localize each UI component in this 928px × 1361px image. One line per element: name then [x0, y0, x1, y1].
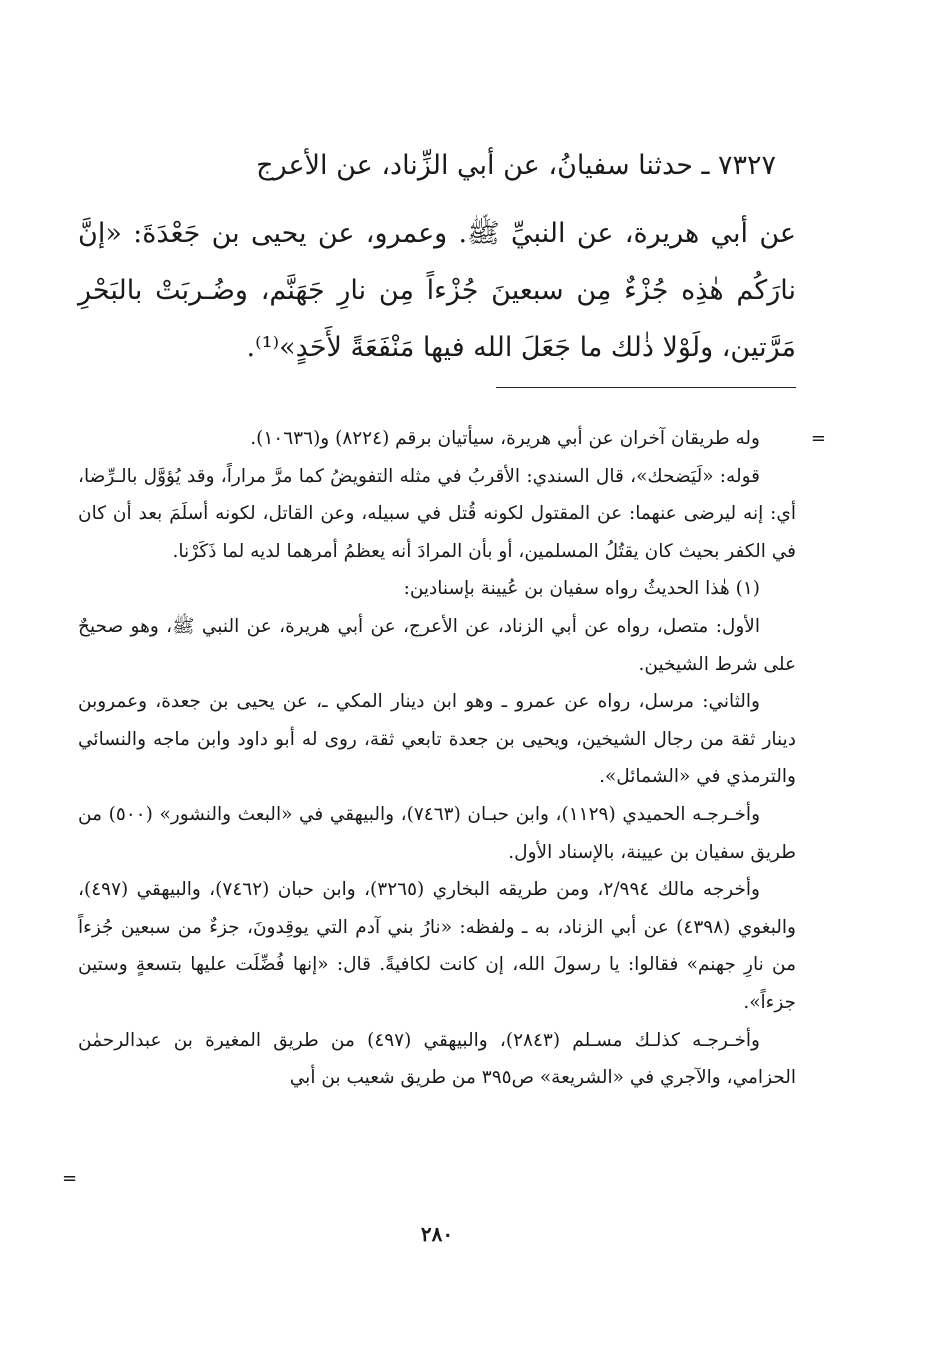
footnote-paragraph: والثاني: مرسل، رواه عن عمرو ـ وهو ابن دينار المكي ـ، عن يحيى بن جعدة، وعمروبن دينار ثقة من رجال الشيخين، ويحيى بن جعدة تابعي ثقة، روى له أبو داود وابن ماجه والنسائي والترمذي في «الشمائل».	[78, 691, 796, 788]
continuation-mark-top: =	[810, 428, 826, 449]
hadith-heading: ٧٣٢٧ ـ حدثنا سفيانُ، عن أبي الزِّناد، عن الأعرج	[256, 150, 776, 181]
footnote-paragraph: وأخرجه مالك ٢/٩٩٤، ومن طريقه البخاري (٣٢٦٥)، وابن حبان (٧٤٦٢)، والبيهقي (٤٩٧)، والبغوي (٤٣٩٨) عن أبي الزناد، به ـ ولفظه: «نارُ بني آدم التي يوقِدونَ، جزءٌ من سبعين جُزءاً من نارِ جهنم» فقالوا: يا رسولَ الله، إن كانت لكافيةً. قال: «إنها فُضِّلَت عليها بتسعةٍ وستين جزءاً».	[78, 879, 796, 1013]
footnote-paragraph: الأول: متصل، رواه عن أبي الزناد، عن الأعرج، عن أبي هريرة، عن النبي ﷺ، وهو صحيحٌ على شرط الشيخين.	[78, 615, 796, 675]
footnote-paragraph: وأخـرجـه الحميدي (١١٢٩)، وابن حبـان (٧٤٦٣)، والبيهقي في «البعث والنشور» (٥٠٠) من طريق سفيان بن عيينة، بالإسناد الأول.	[78, 803, 796, 863]
footnote-paragraph: (١) هٰذا الحديثُ رواه سفيان بن عُيينة بإسنادين:	[403, 578, 760, 600]
page-number: ٢٨٠	[420, 1222, 454, 1246]
footnotes	[78, 420, 796, 1097]
footnote-paragraph: قوله: «لَيَضحك»، قال السندي: الأقربُ في مثله التفويضُ كما مرَّ مراراً، وقد يُؤوَّل بالـرِّضا، أي: إنه ليرضى عنهما: عن المقتول لكونه قُتل في سبيله، وعن القاتل، لكونه أسلَمَ بعد أن كان في الكفر بحيث كان يقتُلُ المسلمين، أو بأن المرادَ أنه يعظمُ أمرهما لديه لما ذَكَرْنا.	[78, 465, 796, 562]
footnote-paragraph: وله طريقان آخران عن أبي هريرة، سيأتيان برقم (٨٢٢٤) و(١٠٦٣٦).	[250, 428, 760, 449]
continuation-mark-bottom: =	[62, 1168, 78, 1189]
footnote-separator	[496, 387, 796, 388]
hadith-text: عن أبي هريرة، عن النبيِّ ﷺ. وعمرو، عن يحيى بن جَعْدَةَ: «إنَّ نارَكُم هٰذِه جُزْءٌ مِن سبعينَ جُزْءاً مِن نارِ جَهَنَّم، وضُـربَتْ بالبَحْرِ مَرَّتين، ولَوْلا ذٰلك ما جَعَلَ الله فيها مَنْفَعَةً لأَحَدٍ»⁽¹⁾.	[78, 218, 796, 363]
page	[62, 0, 826, 1361]
footnote-paragraph: وأخـرجـه كذلـك مسـلم (٢٨٤٣)، والبيهقي (٤٩٧) من طريق المغيرة بن عبدالرحمٰن الحزامي، والآجري في «الشريعة» ص٣٩٥ من طريق شعيب بن أبي	[78, 1029, 796, 1089]
